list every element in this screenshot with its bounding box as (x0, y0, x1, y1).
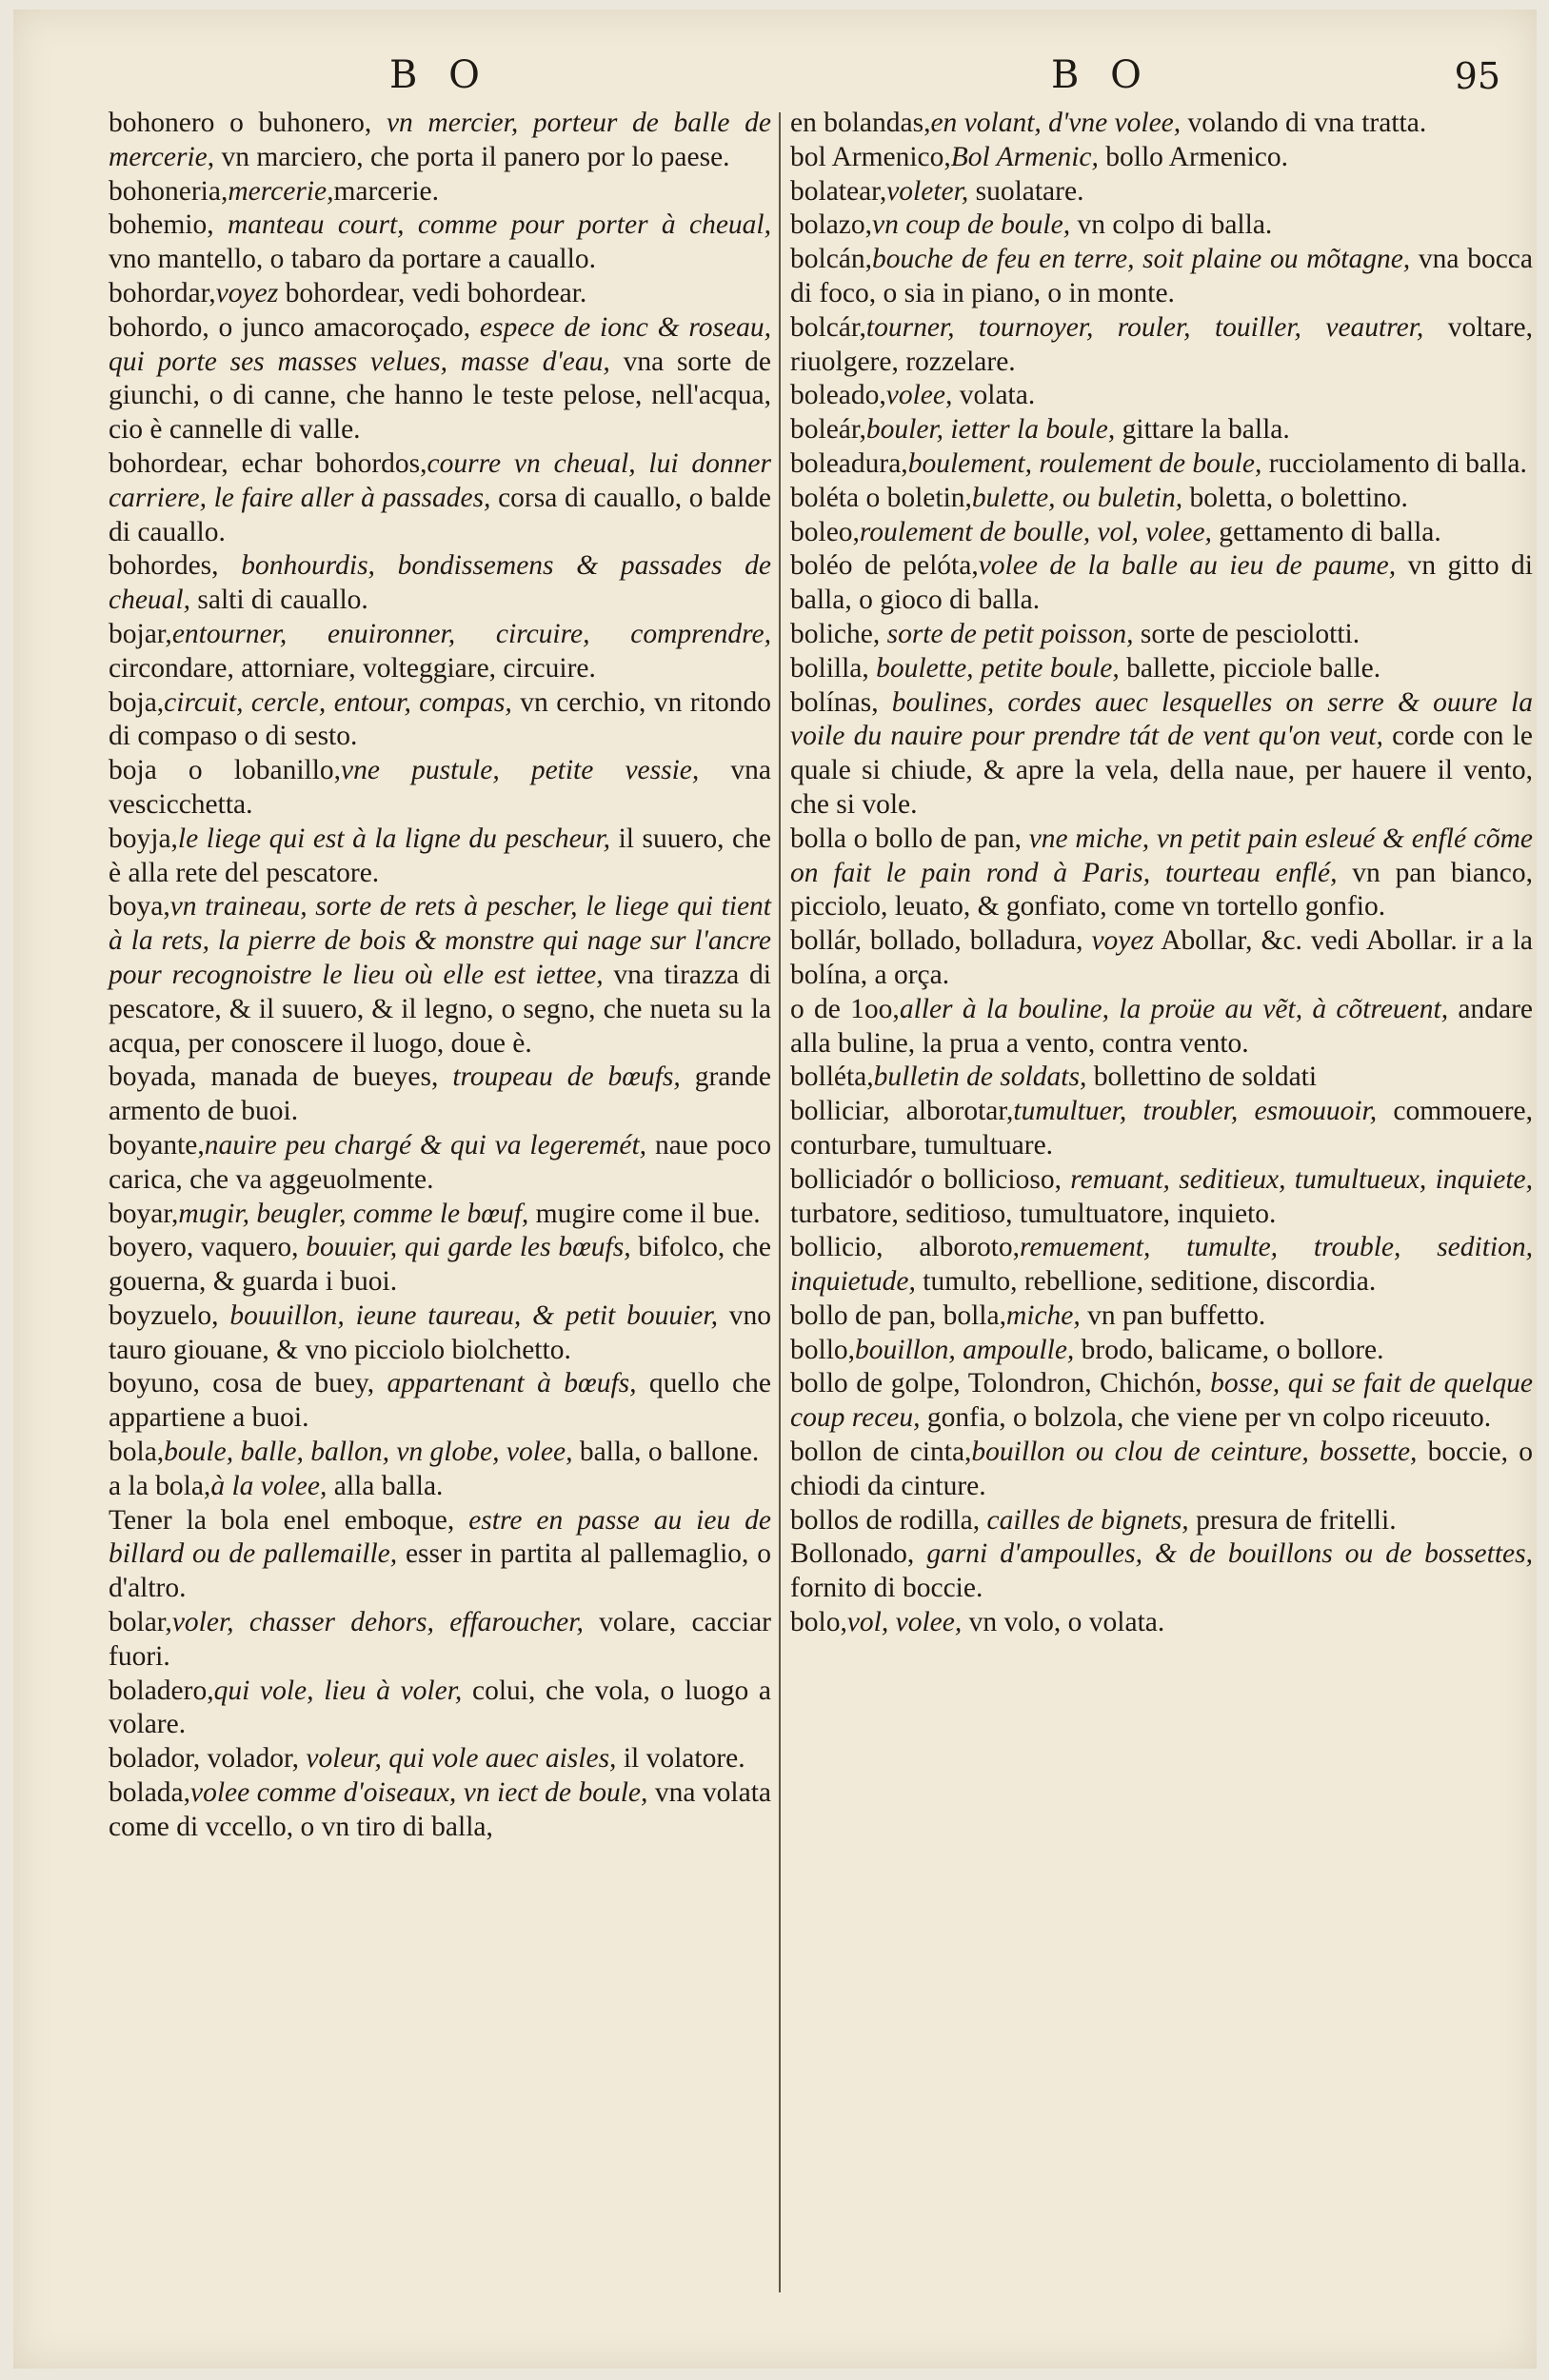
entry-headword: bohordo, o junco amacoroçado, (109, 311, 480, 343)
entry-headword: bollo de golpe, Tolondron, Chichón, (790, 1368, 1211, 1399)
dictionary-entry (109, 1129, 771, 1198)
dictionary-entry (790, 175, 1533, 209)
dictionary-entry (109, 311, 771, 447)
entry-french-gloss: circuit, cercle, entour, compas, (164, 686, 512, 718)
entry-italian-gloss: Abollar, &c. vedi Abollar. ir a la bolína, a orça. (790, 925, 1533, 990)
dictionary-entry (790, 823, 1533, 924)
dictionary-entry (109, 686, 771, 755)
entry-italian-gloss: naue poco carica, che va aggeuolmente. (109, 1129, 771, 1195)
entry-headword: boyzuelo, (109, 1299, 230, 1331)
entry-italian-gloss: rucciolamento di balla. (1261, 447, 1527, 479)
entry-headword: boyuno, cosa de buey, (109, 1368, 387, 1399)
dictionary-page (13, 10, 1537, 2369)
entry-italian-gloss: vna tirazza di pescatore, & il suuero, & il legno, o segno, che nueta su la acqua, per conoscere il luogo, doue è. (109, 959, 771, 1059)
entry-headword: bojar, (109, 618, 172, 649)
page-number: 95 (1454, 55, 1500, 97)
entry-french-gloss: bosse, qui se fait de quelque coup receu, (790, 1368, 1533, 1434)
entry-headword: bohordes, (109, 550, 242, 582)
entry-headword: boleadura, (790, 447, 908, 479)
entry-french-gloss: roulement de boulle, vol, volee, (859, 516, 1212, 547)
entry-french-gloss: qui vole, lieu à voler, (213, 1675, 463, 1706)
entry-italian-gloss: turbatore, seditioso, tumultuatore, inquieto. (790, 1198, 1277, 1229)
entry-italian-gloss: quello che appartiene a buoi. (109, 1368, 771, 1434)
entry-french-gloss: volee de la balle au ieu de paume, (978, 550, 1397, 582)
entry-french-gloss: garni d'ampoulles, & de bouillons ou de bossettes, (926, 1538, 1533, 1570)
entry-italian-gloss: bifolco, che gouerna, & guarda i buoi. (109, 1232, 771, 1298)
entry-french-gloss: tourner, tournoyer, rouler, touiller, veautrer, (865, 311, 1424, 343)
entry-headword: bolléta, (790, 1061, 874, 1093)
entry-italian-gloss: balla, o ballone. (572, 1437, 760, 1468)
entry-italian-gloss: il volatore. (616, 1743, 745, 1775)
entry-french-gloss: voleter, (886, 175, 969, 207)
header-left: B O (389, 53, 489, 97)
entry-headword: boleo, (790, 516, 860, 547)
entry-french-gloss: à la volee, (210, 1470, 328, 1501)
entry-italian-gloss: bollo Armenico. (1098, 141, 1289, 172)
entry-french-gloss: bulletin de soldats, (873, 1061, 1087, 1093)
entry-italian-gloss: gonfia, o bolzola, che viene per vn colpo riceuuto. (920, 1402, 1492, 1434)
entry-italian-gloss: vn pan bianco, picciolo, leuato, & gonfiato, come vn tortello gonfio. (790, 857, 1533, 922)
dictionary-entry (109, 1198, 771, 1232)
dictionary-entry (790, 549, 1533, 618)
entry-french-gloss: bulette, ou buletin, (971, 482, 1183, 513)
entry-headword: bohordear, echar bohordos, (109, 447, 427, 479)
entry-headword: boyar, (109, 1198, 179, 1229)
entry-french-gloss: remuement, tumulte, trouble, sedition, inquietude, (790, 1232, 1533, 1298)
entry-italian-gloss: commouere, conturbare, tumultuare. (790, 1096, 1534, 1160)
dictionary-entry (109, 447, 771, 549)
entry-headword: bollo de pan, bolla, (790, 1299, 1006, 1331)
entry-french-gloss: le liege qui est à la ligne du pescheur, (177, 823, 611, 854)
entry-headword: bolliciar, alborotar, (790, 1096, 1014, 1127)
dictionary-entry (790, 447, 1533, 482)
running-header (13, 53, 1537, 101)
entry-italian-gloss: grande armento de buoi. (109, 1061, 771, 1127)
entry-french-gloss: voler, chasser dehors, effaroucher, (171, 1607, 584, 1638)
dictionary-entry (109, 1470, 771, 1504)
entry-headword: bolatear, (790, 175, 887, 207)
dictionary-entry (109, 1436, 771, 1470)
dictionary-entry (790, 141, 1533, 175)
entry-headword: boliche, (790, 618, 887, 649)
entry-french-gloss: Bol Armenic, (950, 141, 1099, 172)
dictionary-entry (109, 1776, 771, 1845)
entry-headword: boléta o boletin, (790, 482, 972, 513)
entry-italian-gloss: suolatare. (968, 175, 1084, 207)
entry-french-gloss: boulette, petite boule, (876, 652, 1120, 684)
entry-headword: boyante, (109, 1129, 205, 1160)
entry-headword: bollos de rodilla, (790, 1504, 987, 1536)
dictionary-entry (790, 1367, 1533, 1436)
entry-italian-gloss: vn pan buffetto. (1080, 1299, 1266, 1331)
dictionary-entry (790, 1061, 1533, 1095)
entry-headword: bollo, (790, 1334, 856, 1365)
entry-headword: bohordar, (109, 277, 216, 308)
dictionary-entry (790, 1334, 1533, 1368)
entry-french-gloss: remuant, seditieux, tumultueux, inquiete, (1070, 1163, 1533, 1195)
entry-french-gloss: vne pustule, petite vessie, (341, 755, 700, 786)
entry-headword: boya, (109, 891, 170, 922)
entry-french-gloss: volee comme d'oiseaux, vn iect de boule, (190, 1777, 648, 1809)
entry-italian-gloss: gettamento di balla. (1211, 516, 1441, 547)
entry-french-gloss: boulines, cordes auec lesquelles on serre & ouure la voile du nauire pour prendre tát de vent qu'on veut, (790, 686, 1533, 752)
entry-italian-gloss: vn colpo di balla. (1070, 209, 1273, 241)
dictionary-entry (109, 175, 771, 209)
entry-french-gloss: nauire peu chargé & qui va legeremét, (204, 1129, 647, 1160)
left-column (109, 107, 771, 2330)
entry-italian-gloss: vno mantello, o tabaro da portare a cauallo. (109, 244, 596, 275)
entry-italian-gloss: vna sorte de giunchi, o di canne, che hanno le teste pelose, nell'acqua, cio è cannelle di valle. (109, 346, 772, 446)
dictionary-entry (109, 823, 771, 891)
dictionary-entry (109, 1299, 771, 1368)
entry-headword: bolador, volador, (109, 1743, 307, 1775)
entry-italian-gloss: vn gitto di balla, o gioco di balla. (790, 550, 1533, 616)
entry-headword: Tener la bola enel emboque, (109, 1504, 469, 1536)
entry-headword: boladero, (109, 1675, 214, 1706)
dictionary-entry (790, 482, 1533, 516)
dictionary-entry (790, 413, 1533, 447)
entry-headword: bolazo, (790, 209, 873, 241)
entry-french-gloss: manteau court, comme pour porter à cheual, (227, 209, 771, 241)
entry-french-gloss: voyez (1091, 925, 1154, 957)
entry-italian-gloss: boccie, o chiodi da cinture. (790, 1437, 1533, 1501)
entry-italian-gloss: vna volata come di vccello, o vn tiro di balla, (109, 1777, 771, 1842)
entry-french-gloss: bouuier, qui garde les bœufs, (306, 1232, 631, 1263)
entry-italian-gloss: bollettino de soldati (1086, 1061, 1318, 1093)
entry-headword: bohonero o buhonero, (109, 108, 387, 138)
entry-italian-gloss: ballette, picciole balle. (1119, 652, 1381, 684)
entry-french-gloss: miche, (1005, 1299, 1081, 1331)
entry-headword: bolo, (790, 1607, 847, 1638)
entry-french-gloss: vn coup de boule, (872, 209, 1071, 241)
column-rule (779, 112, 781, 2292)
entry-italian-gloss: vn volo, o volata. (962, 1607, 1165, 1638)
dictionary-entry (109, 890, 771, 1061)
entry-italian-gloss: volata. (952, 380, 1036, 411)
entry-italian-gloss: esser in partita al pallemaglio, o d'altro. (109, 1538, 771, 1604)
dictionary-entry (790, 1537, 1533, 1606)
dictionary-entry (790, 107, 1533, 141)
dictionary-entry (790, 1436, 1533, 1504)
dictionary-entry (109, 107, 771, 175)
entry-headword: o de 1oo, (790, 993, 900, 1024)
entry-headword: en bolandas, (790, 108, 931, 138)
entry-headword: bolínas, (790, 686, 892, 718)
dictionary-entry (109, 277, 771, 311)
dictionary-entry (109, 1231, 771, 1299)
entry-italian-gloss: vn cerchio, vn ritondo di compaso o di sesto. (109, 686, 771, 752)
dictionary-entry (790, 1095, 1533, 1163)
dictionary-entry (790, 1606, 1533, 1640)
entry-headword: Bollonado, (790, 1538, 927, 1570)
dictionary-entry (790, 1231, 1533, 1299)
entry-headword: bollár, bollado, bolladura, (790, 925, 1092, 957)
entry-french-gloss: volee, (885, 380, 953, 411)
entry-headword: bolcár, (790, 311, 866, 343)
dictionary-entry (790, 686, 1533, 823)
entry-headword: bol Armenico, (790, 141, 951, 172)
dictionary-entry (109, 549, 771, 618)
entry-headword: bola, (109, 1437, 165, 1468)
entry-headword: boyada, manada de bueyes, (109, 1061, 453, 1093)
entry-french-gloss: sorte de petit poisson, (886, 618, 1134, 649)
entry-french-gloss: espece de ionc & roseau, qui porte ses masses velues, masse d'eau, (109, 311, 771, 377)
entry-headword: boja, (109, 686, 165, 718)
entry-italian-gloss: mugire come il bue. (528, 1198, 761, 1229)
entry-headword: bollon de cinta, (790, 1437, 972, 1468)
entry-italian-gloss: colui, che vola, o luogo a volare. (109, 1675, 771, 1740)
dictionary-entry (790, 208, 1533, 243)
entry-italian-gloss: salti di cauallo. (190, 585, 368, 616)
entry-headword: bollicio, alboroto, (790, 1232, 1021, 1263)
dictionary-entry (790, 652, 1533, 686)
entry-french-gloss: estre en passe au ieu de billard ou de pallemaille, (109, 1504, 771, 1570)
entry-italian-gloss: corde con le quale si chiude, & apre la vela, della naue, per hauere il vento, che si vole. (790, 721, 1533, 820)
entry-french-gloss: appartenant à bœufs, (387, 1368, 637, 1399)
dictionary-entry (790, 993, 1533, 1061)
entry-italian-gloss: marcerie. (333, 175, 440, 207)
dictionary-entry (790, 379, 1533, 413)
entry-headword: bohoneria, (109, 175, 228, 207)
dictionary-entry (109, 1742, 771, 1776)
right-column (790, 107, 1533, 2330)
entry-italian-gloss: il suuero, che è alla rete del pescatore. (109, 823, 771, 888)
entry-french-gloss: bouler, ietter la boule, (865, 414, 1116, 446)
entry-headword: bolar, (109, 1607, 172, 1638)
entry-french-gloss: en volant, d'vne volee, (930, 108, 1182, 138)
entry-italian-gloss: andare alla buline, la prua a vento, contra vento. (790, 993, 1534, 1059)
entry-french-gloss: bouillon, ampoulle, (855, 1334, 1075, 1365)
entry-italian-gloss: vno tauro giouane, & vno picciolo biolchetto. (109, 1299, 771, 1365)
entry-french-gloss: bouche de feu en terre, soit plaine ou mõtagne, (872, 244, 1411, 275)
dictionary-entry (109, 1675, 771, 1743)
entry-italian-gloss: corsa di cauallo, o balde di cauallo. (109, 482, 772, 547)
entry-italian-gloss: sorte de pesciolotti. (1133, 618, 1360, 649)
entry-headword: boyero, vaquero, (109, 1232, 307, 1263)
entry-italian-gloss: fornito di boccie. (790, 1573, 983, 1604)
entry-french-gloss: voyez (215, 277, 279, 308)
entry-french-gloss: cailles de bignets, (986, 1504, 1189, 1536)
entry-french-gloss: entourner, enuironner, circuire, comprendre, (171, 618, 771, 649)
entry-italian-gloss: vna bocca di foco, o sia in piano, o in monte. (790, 244, 1533, 308)
entry-french-gloss: courre vn cheual, lui donner carriere, le faire aller à passades, (109, 447, 771, 513)
dictionary-entry (109, 618, 771, 686)
entry-headword: boleár, (790, 414, 866, 446)
dictionary-entry (790, 1299, 1533, 1334)
entry-italian-gloss: boletta, o bolettino. (1182, 482, 1408, 513)
entry-headword: bohemio, (109, 209, 228, 241)
entry-italian-gloss: volando di vna tratta. (1181, 108, 1427, 138)
entry-french-gloss: vne miche, vn petit pain esleué & enflé cõme on fait le pain rond à Paris, tourteau enflé, (790, 823, 1533, 888)
entry-french-gloss: vn traineau, sorte de rets à pescher, le liege qui tient à la rets, la pierre de bois & monstre qui nage sur l'ancre pour recognoistre le lieu où elle est iettee, (109, 891, 771, 990)
dictionary-entry (109, 754, 771, 823)
entry-headword: boleado, (790, 380, 886, 411)
entry-french-gloss: mugir, beugler, comme le bœuf, (178, 1198, 529, 1229)
dictionary-entry (109, 1367, 771, 1436)
entry-french-gloss: tumultuer, troubler, esmouuoir, (1013, 1096, 1378, 1127)
header-right: B O (1051, 53, 1151, 97)
entry-french-gloss: bouuillon, ieune taureau, & petit bouuier, (229, 1299, 718, 1331)
dictionary-entry (790, 1504, 1533, 1538)
dictionary-entry (109, 1061, 771, 1129)
entry-italian-gloss: volare, cacciar fuori. (109, 1607, 771, 1672)
entry-italian-gloss: brodo, balicame, o bollore. (1074, 1334, 1384, 1365)
dictionary-entry (109, 1504, 771, 1606)
entry-italian-gloss: voltare, riuolgere, rozzelare. (790, 311, 1533, 377)
entry-headword: bolliciadór o bollicioso, (790, 1163, 1071, 1195)
dictionary-entry (790, 618, 1533, 652)
entry-headword: boléo de pelóta, (790, 550, 979, 582)
entry-french-gloss: boule, balle, ballon, vn globe, volee, (164, 1437, 573, 1468)
dictionary-entry (790, 924, 1533, 993)
dictionary-entry (790, 311, 1533, 380)
entry-french-gloss: vn mercier, porteur de balle de mercerie (109, 108, 771, 172)
dictionary-entry (790, 516, 1533, 550)
entry-italian-gloss: bohordear, vedi bohordear. (278, 277, 587, 308)
entry-french-gloss: mercerie, (228, 175, 334, 207)
entry-french-gloss: aller à la bouline, la proüe au vẽt, à cõtreuent, (899, 993, 1449, 1024)
entry-italian-gloss: , vn marciero, che porta il panero por lo paese. (207, 141, 730, 172)
entry-headword: a la bola, (109, 1470, 211, 1501)
entry-headword: bolla o bollo de pan, (790, 823, 1029, 854)
entry-french-gloss: bouillon ou clou de ceinture, bossette, (971, 1437, 1418, 1468)
entry-headword: bolada, (109, 1777, 191, 1809)
entry-italian-gloss: gittare la balla. (1115, 414, 1290, 446)
entry-french-gloss: boulement, roulement de boule, (907, 447, 1262, 479)
dictionary-entry (790, 1163, 1533, 1232)
entry-headword: boyja, (109, 823, 178, 854)
dictionary-entry (790, 243, 1533, 311)
entry-french-gloss: voleur, qui vole auec aisles, (306, 1743, 617, 1775)
entry-italian-gloss: tumulto, rebellione, seditione, discordia. (915, 1266, 1377, 1298)
entry-french-gloss: troupeau de bœufs, (452, 1061, 681, 1093)
entry-italian-gloss: vna vescicchetta. (109, 755, 771, 820)
entry-italian-gloss: alla balla. (327, 1470, 444, 1501)
entry-headword: bolcán, (790, 244, 873, 275)
dictionary-entry (109, 208, 771, 277)
entry-headword: bolilla, (790, 652, 877, 684)
entry-italian-gloss: circondare, attorniare, volteggiare, circuire. (109, 652, 596, 684)
entry-italian-gloss: presura de fritelli. (1188, 1504, 1397, 1536)
entry-headword: boja o lobanillo, (109, 755, 342, 786)
entry-french-gloss: vol, volee, (846, 1607, 963, 1638)
dictionary-entry (109, 1606, 771, 1675)
entry-french-gloss: bonhourdis, bondissemens & passades de cheual, (109, 550, 772, 616)
